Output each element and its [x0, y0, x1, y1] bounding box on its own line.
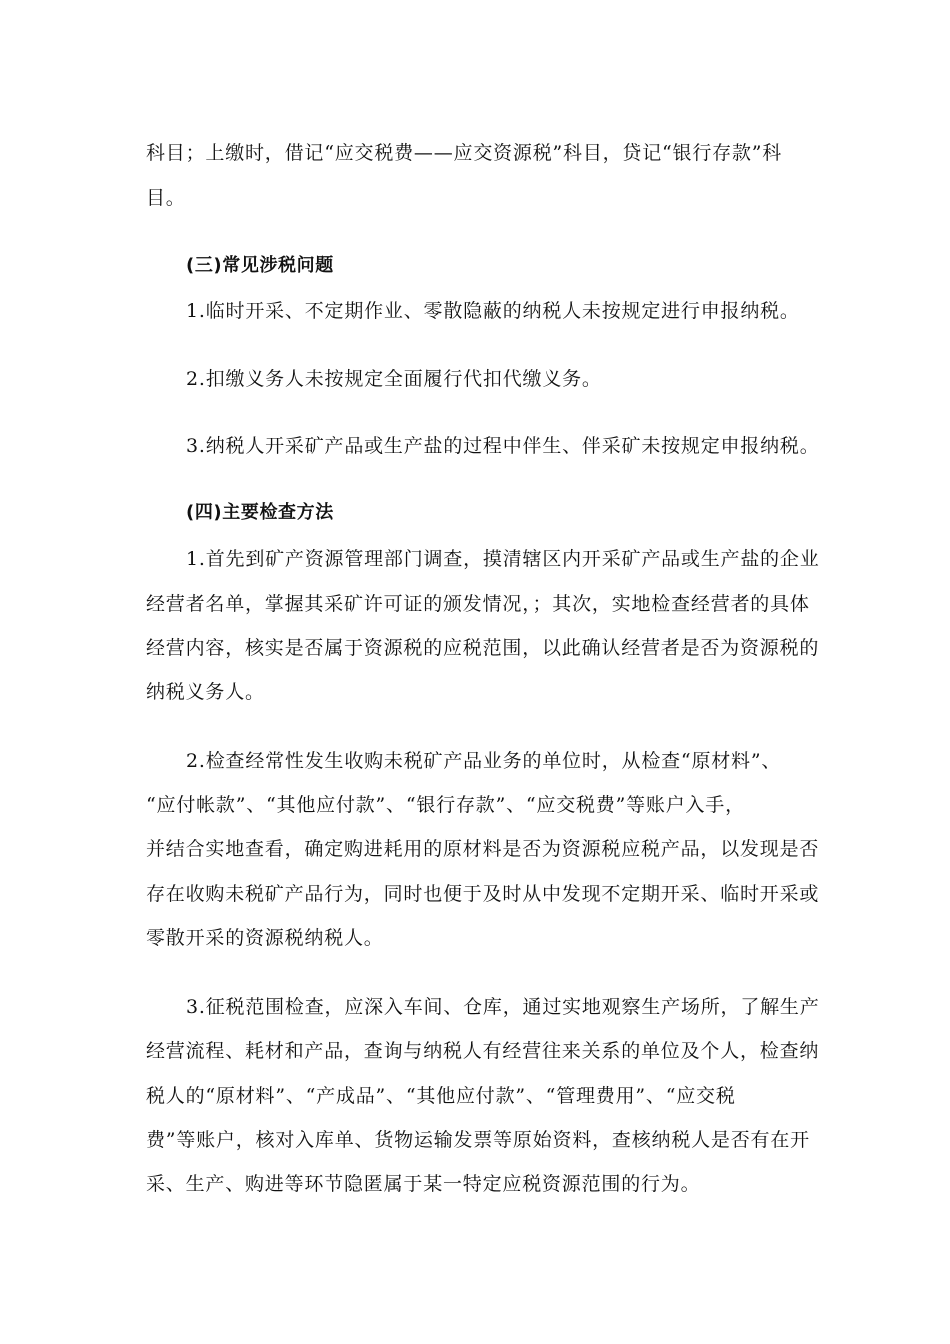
method-2-line: 存在收购未税矿产品行为，同时也便于及时从中发现不定期开采、临时开采或 — [146, 883, 820, 905]
method-2-line: 并结合实地查看，确定购进耗用的原材料是否为资源税应税产品，以发现是否 — [146, 838, 820, 860]
method-3-line: 3.征税范围检查，应深入车间、仓库，通过实地观察生产场所，了解生产 — [186, 996, 820, 1018]
section-heading-main-inspection-methods: (四)主要检查方法 — [186, 502, 334, 523]
issue-item-3: 3.纳税人开采矿产品或生产盐的过程中伴生、伴采矿未按规定申报纳税。 — [186, 435, 820, 457]
paragraph-line: 科目；上缴时，借记“应交税费——应交资源税”科目，贷记“银行存款”科 — [146, 142, 783, 164]
method-2-line: 2.检查经常性发生收购未税矿产品业务的单位时，从检查“原材料”、 — [186, 750, 782, 772]
section-heading-common-tax-issues: (三)常见涉税问题 — [186, 255, 334, 276]
method-1-line: 经营者名单，掌握其采矿许可证的颁发情况，；其次，实地检查经营者的具体 — [146, 593, 810, 615]
issue-item-1: 1.临时开采、不定期作业、零散隐蔽的纳税人未按规定进行申报纳税。 — [186, 300, 800, 322]
method-3-line: 经营流程、耗材和产品，查询与纳税人有经营往来关系的单位及个人，检查纳 — [146, 1040, 820, 1062]
method-1-line: 经营内容，核实是否属于资源税的应税范围，以此确认经营者是否为资源税的 — [146, 637, 820, 659]
method-3-line: 费”等账户，核对入库单、货物运输发票等原始资料，查核纳税人是否有在开 — [146, 1129, 810, 1151]
method-1-line: 1.首先到矿产资源管理部门调查，摸清辖区内开采矿产品或生产盐的企业 — [186, 548, 820, 570]
method-2-line: 零散开采的资源税纳税人。 — [146, 927, 384, 949]
method-3-line: 采、生产、购进等环节隐匿属于某一特定应税资源范围的行为。 — [146, 1173, 701, 1195]
method-3-line: 税人的“原材料”、“产成品”、“其他应付款”、“管理费用”、“应交税 — [146, 1085, 736, 1107]
issue-item-2: 2.扣缴义务人未按规定全面履行代扣代缴义务。 — [186, 368, 602, 390]
method-1-line: 纳税义务人。 — [146, 681, 265, 703]
paragraph-line: 目。 — [146, 187, 186, 209]
method-2-line: “应付帐款”、“其他应付款”、“银行存款”、“应交税费”等账户入手， — [146, 794, 745, 816]
